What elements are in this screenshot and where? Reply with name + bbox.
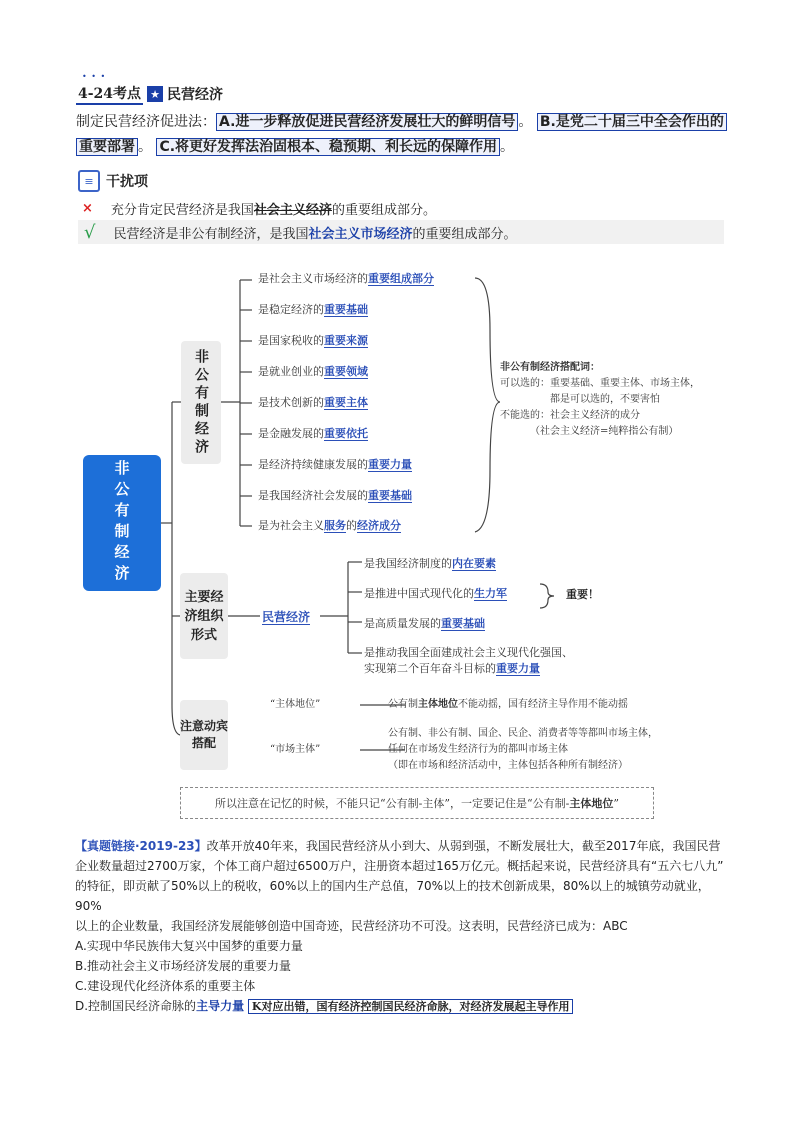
wrong-text: 充分肯定民营经济是我国 [110, 203, 254, 218]
option-d: D.控制国民经济命脉的主导力量 K对应出错，国有经济控制国民经济命脉，对经济发展起主导作用 [75, 996, 735, 1017]
topic-number: 4-24考点 [76, 83, 143, 105]
law-point-a: A.进一步释放促进民营经济发展壮大的鲜明信号 [216, 113, 518, 131]
law-point-c: C.将更好发挥法治固根本、稳预期、利长远的保障作用 [156, 138, 500, 156]
list-item: 是国家税收的重要来源 [258, 334, 368, 347]
right-post: 的重要组成部分。 [412, 226, 517, 242]
collocation-text-2: 公有制、非公有制、国企、民企、消费者等等都叫市场主体， 任何在市场发生经济行为的都叫市场主体 （即在市场和经济活动中，主体包括各种所有制经济） [388, 728, 658, 771]
branch-node-nonpublic: 非公有制经济 [181, 341, 221, 464]
wrong-statement [82, 199, 436, 218]
right-statement [78, 220, 724, 244]
list-item: 是为社会主义服务的经济成分 [258, 519, 401, 532]
option-b: B.推动社会主义市场经济发展的重要力量 [75, 959, 292, 973]
list-item: 是我国经济制度的内在要素 [364, 557, 496, 570]
important-note: 重要！ [566, 588, 599, 601]
note-line: 不能选的：社会主义经济的成分 [500, 410, 640, 421]
header-dots: • • • [82, 72, 107, 81]
law-point-b2: 重要部署 [76, 138, 138, 156]
note-title: 非公有制经济搭配词： [500, 362, 600, 373]
document-icon: ≡ [78, 170, 100, 192]
topic-tag [76, 84, 223, 104]
distractor-label: 干扰项 [106, 174, 148, 190]
wrong-post: 的重要组成部分。 [331, 203, 436, 218]
note-line: 都是可以选的，不要害怕 [550, 394, 660, 405]
list-item: 是技术创新的重要主体 [258, 396, 368, 409]
list-item: 是推动我国全面建成社会主义现代化强国、 实现第二个百年奋斗目标的重要力量 [364, 646, 573, 675]
list-item: 是我国经济社会发展的重要基础 [258, 489, 412, 502]
collocation-label-1: “主体地位” [270, 699, 321, 710]
private-economy-label: 民营经济 [262, 610, 311, 624]
collocation-label-2: “市场主体” [270, 744, 321, 755]
topic-title: 民营经济 [167, 87, 224, 103]
distractor-header [78, 170, 148, 192]
law-line-1: 制定民营经济促进法： A.进一步释放促进民营经济发展壮大的鲜明信号 。 B.是党二十届三中全会作出的 [76, 112, 727, 132]
list-item: 是推进中国式现代化的生力军 [364, 587, 507, 600]
list-item: 是稳定经济的重要基础 [258, 303, 368, 316]
option-a: A.实现中华民族伟大复兴中国梦的重要力量 [75, 939, 303, 953]
list-item: 是就业创业的重要领域 [258, 365, 368, 378]
law-point-b: B.是党二十届三中全会作出的 [537, 113, 727, 131]
wrong-strike: 社会主义经济 [253, 203, 332, 218]
note-line: （社会主义经济=纯粹指公有制） [530, 426, 679, 437]
memory-tip-box: 所以注意在记忆的时候，不能只记“公有制-主体”，一定要记住是“公有制- 主体地位 ” [180, 787, 654, 819]
branch-node-collocation: 注意动宾搭配 [180, 700, 228, 770]
option-c: C.建设现代化经济体系的重要主体 [75, 979, 256, 993]
check-mark-icon: √ [84, 221, 96, 243]
branch1-note [500, 360, 740, 440]
list-item: 是金融发展的重要依托 [258, 427, 368, 440]
law-prefix: 制定民营经济促进法： [76, 114, 216, 130]
law-line-2: 重要部署 。 C.将更好发挥法治固根本、稳预期、利长远的保障作用 。 [76, 137, 514, 157]
right-key: 社会主义市场经济 [308, 226, 413, 242]
branch-node-organization: 主要经济组织形式 [180, 573, 228, 659]
list-item: 是高质量发展的重要基础 [364, 617, 485, 630]
list-item: 是经济持续健康发展的重要力量 [258, 458, 412, 471]
collocation-text-1: 公有制主体地位不能动摇，国有经济主导作用不能动摇 [388, 699, 628, 710]
wrong-mark-icon: × [82, 201, 93, 216]
option-d-note: K对应出错，国有经济控制国民经济命脉，对经济发展起主导作用 [248, 999, 574, 1014]
question-body: 【真题链接·2019-23】改革开放40年来，我国民营经济从小到大、从弱到强，不断发展壮大，截至2017年底，我国民营 企业数量超过2700万家，个体工商户超过6500万户，注册资本超过165万亿元。概括起来说，民营经济具有“五六七八九” 的特征，即贡献了50%以上的税收，60%以上的国内生产总值，70%以上的技术创新成果，80%以上的城镇劳动就业，90% 以上的企业数量，我国经济发展能够创造中国奇迹，民营经济功不可没。这表明，民营经济已成为：ABC A.实现中华民族伟大复兴中国梦的重要力量 B.推动社会主义市场经济发展的重要力量 C.建设现代化经济体系的重要主体 D.控制国民经济命脉的主导力量 K对应出错，国有经济控制国民经济命脉，对经济发展起主导作用 [75, 836, 735, 1017]
right-text: 民营经济是非公有制经济，是我国 [113, 226, 309, 242]
star-icon: ★ [147, 86, 163, 102]
question-title: 【真题链接·2019-23】 [75, 839, 207, 853]
list-item: 是社会主义市场经济的重要组成部分 [258, 272, 434, 285]
note-line: 可以选的：重要基础、重要主体、市场主体， [500, 378, 700, 389]
root-node: 非公有制经济 [83, 455, 161, 591]
